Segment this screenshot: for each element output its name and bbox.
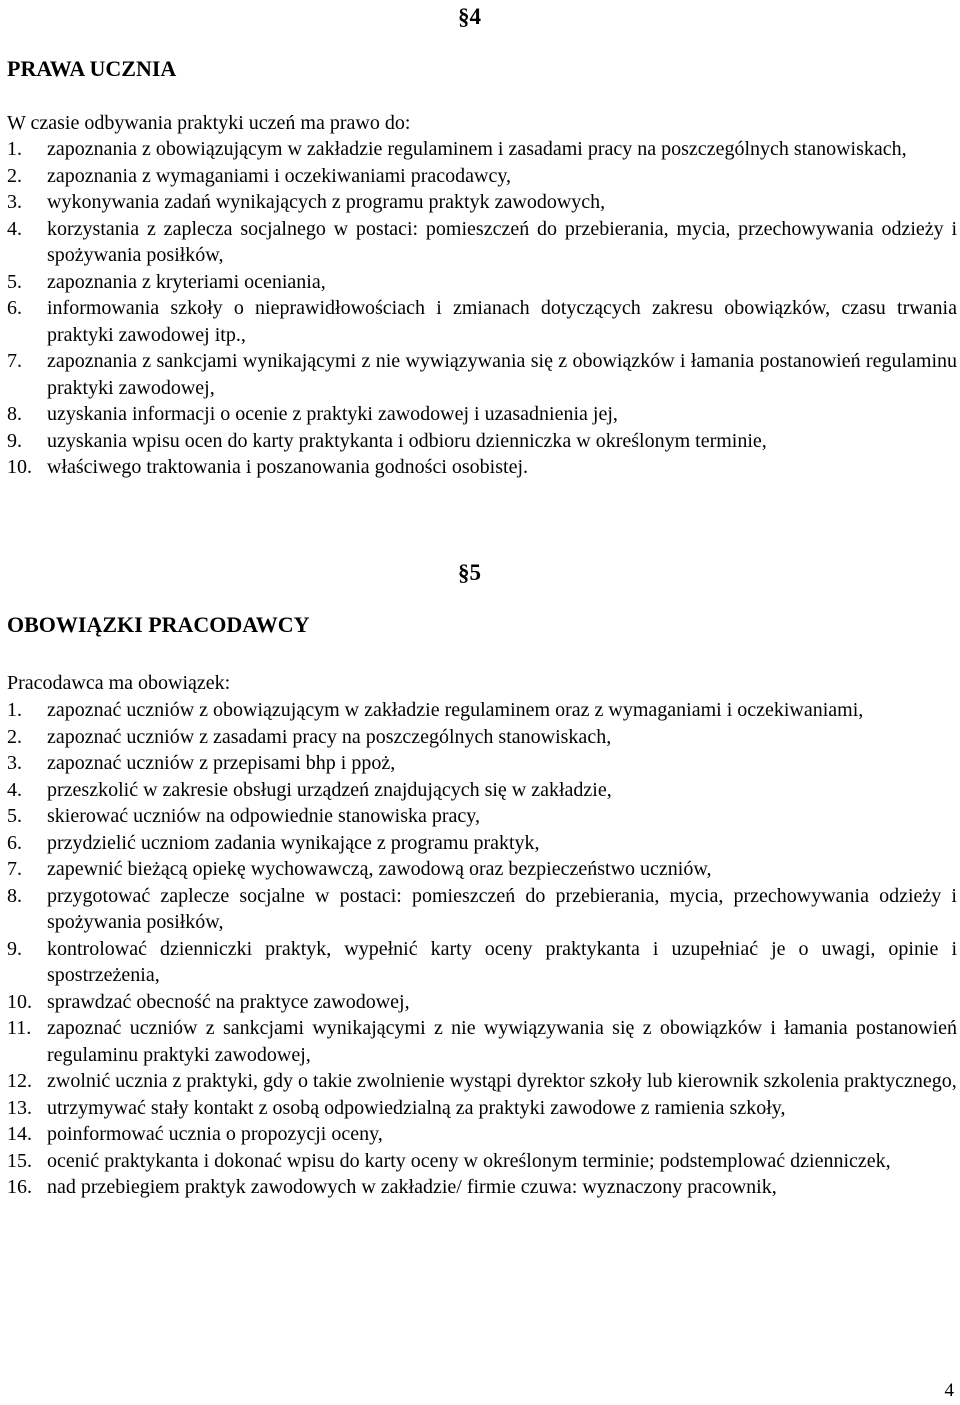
list-item-text: przydzielić uczniom zadania wynikające z programu praktyk, (47, 831, 540, 854)
list-item-text: zwolnić ucznia z praktyki, gdy o takie zwolnienie wystąpi dyrektor szkoły lub kierownik szkolenia praktycznego, (47, 1070, 957, 1092)
list-item (7, 189, 957, 216)
list-item-number: 1. (7, 138, 22, 160)
list-item-number: 3. (7, 191, 22, 213)
list-item-text: właściwego traktowania i poszanowania godności osobistej. (47, 456, 528, 478)
list-item-number: 13. (7, 1096, 32, 1119)
list-item-number: 7. (7, 858, 22, 880)
list-item-number: 3. (7, 752, 22, 774)
list-item-text: zapoznania z wymaganiami i oczekiwaniami pracodawcy, (47, 164, 512, 187)
list-item-number: 2. (7, 164, 22, 187)
section-4-heading: PRAWA UCZNIA (7, 56, 177, 81)
list-item (7, 1121, 957, 1148)
list-item-number: 1. (7, 699, 22, 721)
list-item (7, 216, 957, 269)
list-item-text: poinformować ucznia o propozycji oceny, (47, 1123, 383, 1145)
list-item (7, 1068, 957, 1095)
list-item (7, 936, 957, 989)
list-item-number: 14. (7, 1123, 32, 1145)
list-item-text: zapewnić bieżącą opiekę wychowawczą, zawodową oraz bezpieczeństwo uczniów, (47, 858, 712, 880)
list-item (7, 1148, 957, 1175)
list-item-number: 9. (7, 937, 22, 960)
list-item-text: ocenić praktykanta i dokonać wpisu do karty oceny w określonym terminie; podstemplować dzienniczek, (47, 1149, 891, 1172)
list-item (7, 454, 957, 481)
list-item-number: 15. (7, 1149, 32, 1172)
list-item-number: 2. (7, 725, 22, 748)
list-item-number: 10. (7, 990, 32, 1013)
section-5-intro: Pracodawca ma obowiązek: (7, 672, 231, 694)
section-5-heading: OBOWIĄZKI PRACODAWCY (7, 612, 310, 637)
list-item-number: 5. (7, 805, 22, 827)
list-item-text: zapoznania z kryteriami oceniania, (47, 270, 326, 293)
section-4-intro: W czasie odbywania praktyki uczeń ma prawo do: (7, 112, 411, 134)
list-item-text: zapoznać uczniów z zasadami pracy na poszczególnych stanowiskach, (47, 725, 612, 748)
list-item-text: zapoznania z obowiązującym w zakładzie regulaminem i zasadami pracy na poszczególnych stanowiskach, (47, 138, 907, 160)
section-5-number: §5 (458, 560, 481, 585)
section-4-number: §4 (458, 4, 481, 29)
list-item-text: informowania szkoły o nieprawidłowościach i zmianach dotyczących zakresu obowiązków, czasu trwania praktyki zawodowej itp., (47, 297, 957, 346)
list-item-number: 12. (7, 1070, 32, 1092)
list-item (7, 989, 957, 1016)
list-item (7, 1015, 957, 1068)
list-item-text: zapoznać uczniów z obowiązującym w zakładzie regulaminem oraz z wymaganiami i oczekiwaniami, (47, 699, 864, 721)
list-item (7, 883, 957, 936)
list-item-number: 4. (7, 217, 22, 240)
list-item (7, 401, 957, 428)
list-item (7, 830, 957, 857)
list-item-text: sprawdzać obecność na praktyce zawodowej, (47, 990, 410, 1013)
list-item-number: 8. (7, 884, 22, 907)
list-item (7, 163, 957, 190)
list-item (7, 750, 957, 777)
list-item-number: 11. (7, 1017, 32, 1039)
list-item-text: skierować uczniów na odpowiednie stanowiska pracy, (47, 805, 481, 827)
list-item (7, 428, 957, 455)
list-item (7, 348, 957, 401)
list-item-number: 6. (7, 831, 22, 854)
list-item (7, 136, 957, 163)
list-item (7, 777, 957, 804)
list-item-text: korzystania z zaplecza socjalnego w postaci: pomieszczeń do przebierania, mycia, przechowywania odzieży i spożywania posiłków, (47, 217, 957, 266)
list-item-text: przygotować zaplecze socjalne w postaci: pomieszczeń do przebierania, mycia, przechowywania odzieży i spożywania posiłków, (47, 884, 957, 933)
list-item (7, 295, 957, 348)
rights-list (7, 136, 957, 481)
list-item (7, 697, 957, 724)
list-item (7, 1174, 957, 1201)
list-item-number: 6. (7, 297, 22, 319)
list-item (7, 1095, 957, 1122)
list-item-number: 8. (7, 403, 22, 425)
list-item (7, 803, 957, 830)
list-item-number: 5. (7, 270, 22, 293)
list-item-number: 4. (7, 778, 22, 801)
list-item-number: 9. (7, 429, 22, 452)
list-item (7, 269, 957, 296)
list-item (7, 724, 957, 751)
list-item-text: zapoznania z sankcjami wynikającymi z nie wywiązywania się z obowiązków i łamania postanowień regulaminu praktyki zawodowej, (47, 350, 957, 399)
list-item-text: nad przebiegiem praktyk zawodowych w zakładzie/ firmie czuwa: wyznaczony pracownik, (47, 1176, 777, 1198)
duties-list (7, 697, 957, 1201)
list-item-text: kontrolować dzienniczki praktyk, wypełnić karty oceny praktykanta i uzupełniać je o uwagi, opinie i spostrzeżenia, (47, 937, 957, 986)
list-item-number: 10. (7, 456, 32, 478)
list-item-text: wykonywania zadań wynikających z programu praktyk zawodowych, (47, 191, 606, 213)
list-item-text: przeszkolić w zakresie obsługi urządzeń znajdujących się w zakładzie, (47, 778, 612, 801)
list-item-text: zapoznać uczniów z sankcjami wynikającymi z nie wywiązywania się z obowiązków i łamania postanowień regulaminu praktyki zawodowej, (47, 1017, 957, 1066)
list-item (7, 856, 957, 883)
list-item-number: 7. (7, 350, 22, 372)
list-item-number: 16. (7, 1176, 32, 1198)
list-item-text: utrzymywać stały kontakt z osobą odpowiedzialną za praktyki zawodowe z ramienia szkoły, (47, 1096, 786, 1119)
list-item-text: zapoznać uczniów z przepisami bhp i ppoż, (47, 752, 396, 774)
list-item-text: uzyskania wpisu ocen do karty praktykanta i odbioru dzienniczka w określonym terminie, (47, 429, 767, 452)
page-number: 4 (944, 1380, 954, 1401)
list-item-text: uzyskania informacji o ocenie z praktyki zawodowej i uzasadnienia jej, (47, 403, 618, 425)
